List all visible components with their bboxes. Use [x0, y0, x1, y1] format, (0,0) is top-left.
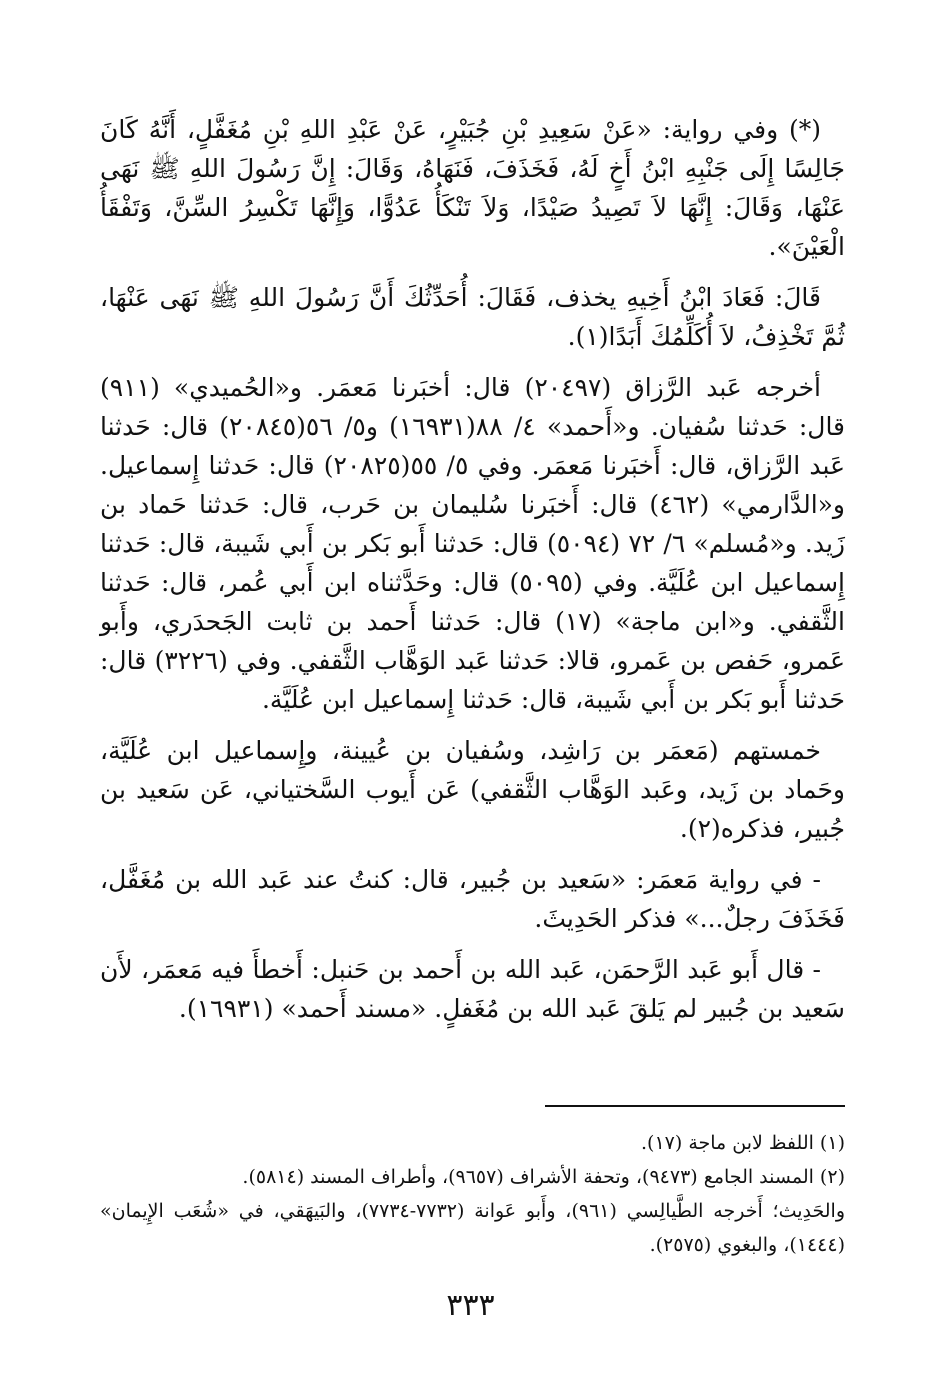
footnote-2: (٢) المسند الجامع (٩٤٧٣)، وتحفة الأشراف (٩٦٥٧)، وأطراف المسند (٥٨١٤). [242, 1166, 845, 1188]
paragraph-mamar-note: - في رواية مَعمَر: «سَعيد بن جُبير، قال: كنتُ عند عَبد الله بن مُغَفَّل، فَخَذَفَ رجلٌ...» فذكر الحَدِيثَ. [100, 865, 845, 933]
footnote-separator [545, 1105, 845, 1107]
footnote-1: (١) اللفظ لابن ماجة (١٧). [641, 1132, 845, 1154]
paragraph-hadith-continuation: قَالَ: فَعَادَ ابْنُ أَخِيهِ يخذف، فَقَالَ: أُحَدِّثُكَ أَنَّ رَسُولَ اللهِ ﷺ نَهَى عَنْهَا، ثُمَّ تَخْذِفُ، لاَ أُكَلِّمُكَ أَبَدًا(١). [100, 283, 845, 351]
paragraph-hadith-narration: (*) وفي رواية: «عَنْ سَعِيدِ بْنِ جُبَيْرٍ، عَنْ عَبْدِ اللهِ بْنِ مُغَفَّلٍ، أَنَّهُ كَانَ جَالِسًا إِلَى جَنْبِهِ ابْنُ أَخٍ لَهُ، فَخَذَفَ، فَنَهَاهُ، وَقَالَ: إِنَّ رَسُولَ اللهِ ﷺ نَهَى عَنْهَا، وَقَالَ: إِنَّهَا لاَ تَصِيدُ صَيْدًا، وَلاَ تَنْكَأُ عَدُوًّا، وَإِنَّهَا تَكْسِرُ السِّنَّ، وَتَفْقَأُ الْعَيْنَ». [100, 115, 845, 261]
paragraph-summary: خمستهم (مَعمَر بن رَاشِد، وسُفيان بن عُيينة، وإِسماعيل ابن عُلَيَّة، وحَماد بن زَيد، وعَبد الوَهَّاب الثَّقفي) عَن أَيوب السَّختياني، عَن سَعيد بن جُبير، فذكره(٢). [100, 736, 845, 843]
page-number: ٣٣٣ [446, 1288, 495, 1323]
paragraph-abdallah-note: - قال أَبو عَبد الرَّحمَن، عَبد الله بن أَحمد بن حَنبل: أَخطأَ فيه مَعمَر، لأَن سَعيد بن جُبير لم يَلقَ عَبد الله بن مُغَفلٍ. «مسند أَحمد» (١٦٩٣١). [100, 955, 845, 1023]
footnotes [100, 1126, 845, 1262]
footnote-2-continued: والحَدِيث؛ أَخرجه الطَّيالِسي (٩٦١)، وأَبو عَوانة (٧٧٣٢-٧٧٣٤)، والبَيهَقي، في «شُعَب الإِيمان» (١٤٤٤)، والبغوي (٢٥٧٥). [100, 1200, 846, 1256]
paragraph-takhrij: أخرجه عَبد الرَّزاق (٢٠٤٩٧) قال: أخبَرنا مَعمَر. و«الحُميدي» (٩١١) قال: حَدثنا سُفيان. و«أَحمد» ٤/ ٨٨(١٦٩٣١) و٥/ ٥٦(٢٠٨٤٥) قال: حَدثنا عَبد الرَّزاق، قال: أَخبَرنا مَعمَر. وفي ٥/ ٥٥(٢٠٨٢٥) قال: حَدثنا إِسماعيل. و«الدَّارمي» (٤٦٢) قال: أَخبَرنا سُليمان بن حَرب، قال: حَدثنا حَماد بن زَيد. و«مُسلم» ٦/ ٧٢ (٥٠٩٤) قال: حَدثنا أَبو بَكر بن أَبي شَيبة، قال: حَدثنا إِسماعيل ابن عُلَيَّة. وفي (٥٠٩٥) قال: وحَدَّثناه ابن أَبي عُمر، قال: حَدثنا الثَّقفي. و«ابن ماجة» (١٧) قال: حَدثنا أَحمد بن ثابت الجَحدَري، وأَبو عَمرو، حَفص بن عَمرو، قالا: حَدثنا عَبد الوَهَّاب الثَّقفي. وفي (٣٢٢٦) قال: حَدثنا أَبو بَكر بن أَبي شَيبة، قال: حَدثنا إِسماعيل ابن عُلَيَّة. [100, 373, 846, 714]
main-text [100, 110, 845, 1038]
